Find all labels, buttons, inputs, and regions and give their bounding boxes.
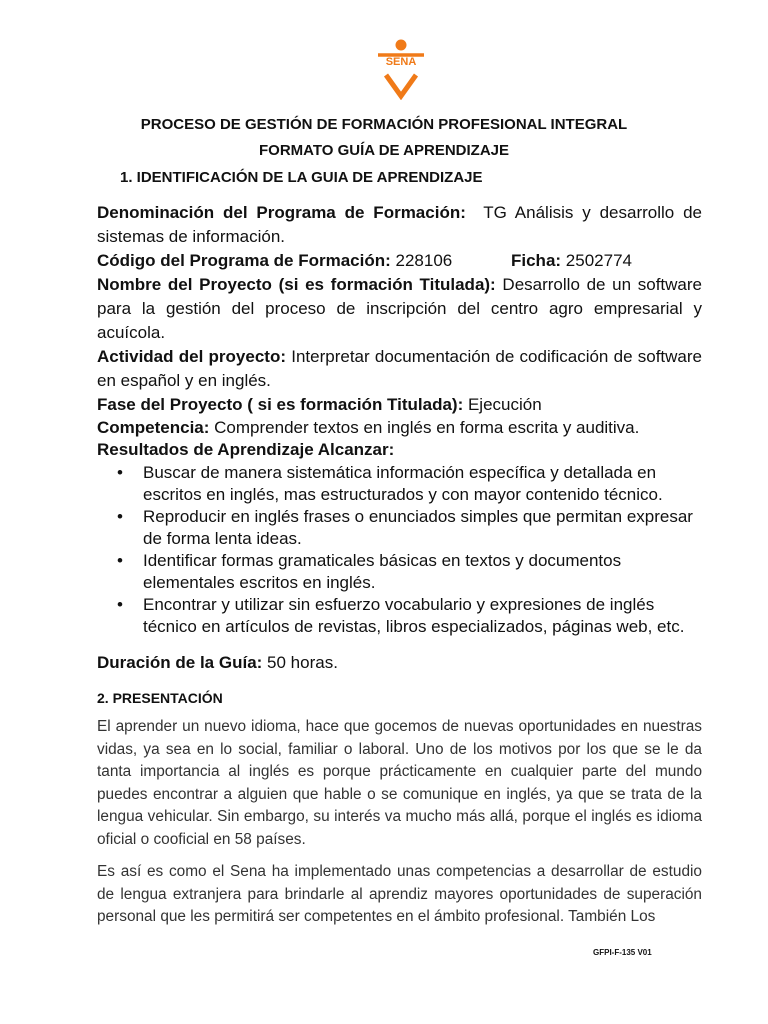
fase-value: Ejecución [467,395,542,414]
ficha-value: 2502774 [565,251,632,270]
competencia-value: Comprender textos en inglés en forma escrita y auditiva. [214,418,640,437]
resultados-label: Resultados de Aprendizaje Alcanzar: [97,440,395,459]
list-item: • Identificar formas gramaticales básicas en textos y documentos elementales escritos en inglés. [117,551,622,592]
ficha-group [511,249,632,273]
section1-title: 1. IDENTIFICACIÓN DE LA GUIA DE APRENDIZAJE [120,169,483,186]
duracion-row [97,651,702,675]
resultados-list [97,462,702,638]
competencia-label: Competencia: [97,418,210,437]
logo-text: SENA [385,56,417,68]
fase-row [97,393,702,417]
list-item: • Reproducir en inglés frases o enunciados simples que permitan expresar de forma lenta ideas. [117,507,693,548]
list-item: • Buscar de manera sistemática información específica y detallada en escritos en inglés, mas estructurados y con mayor contenido técnico. [117,463,663,504]
section2-title: 2. PRESENTACIÓN [97,690,223,706]
denominacion-row [97,201,702,249]
process-title: PROCESO DE GESTIÓN DE FORMACIÓN PROFESIONAL INTEGRAL [140,116,628,133]
proyecto-label: Nombre del Proyecto (si es formación Titulada): [97,275,496,294]
ficha-label: Ficha: [511,251,562,270]
form-code: GFPI-F-135 V01 [593,948,652,957]
sena-logo [370,38,432,100]
list-item: • Encontrar y utilizar sin esfuerzo vocabulario y expresiones de inglés técnico en artículos de revistas, libros especializados, páginas web, etc. [117,595,685,636]
format-title: FORMATO GUÍA DE APRENDIZAJE [258,142,509,159]
duracion-value: 50 horas. [267,653,338,672]
fase-label: Fase del Proyecto ( si es formación Titulada): [97,395,464,414]
actividad-row [97,345,702,393]
codigo-label: Código del Programa de Formación: [97,251,391,270]
proyecto-row [97,273,702,345]
bullet-icon: • [117,551,123,570]
codigo-row [97,249,702,273]
logo-head [396,40,407,51]
denominacion-label: Denominación del Programa de Formación: [97,203,466,222]
competencia-row [97,416,702,440]
actividad-value: Interpretar documentación de codificación de software en español y en inglés. [97,347,702,390]
proyecto-value: Desarrollo de un software para la gestión del proceso de inscripción del centro agro empresarial y acuícola. [97,275,702,342]
duracion-label: Duración de la Guía: [97,653,263,672]
resultados-block [97,438,702,638]
presentacion-paragraph-2: Es así es como el Sena ha implementado unas competencias a desarrollar de estudio de lengua extranjera para brindarle al aprendiz mayores oportunidades de superación personal que les permitirá ser competentes en el ámbito profesional. También Los [97,863,702,925]
bullet-icon: • [117,463,123,482]
actividad-label: Actividad del proyecto: [97,347,286,366]
codigo-value: 228106 [395,251,453,270]
logo-legs [386,75,416,96]
denominacion-value: TG Análisis y desarrollo de sistemas de información. [97,203,703,246]
bullet-icon: • [117,507,123,526]
presentacion-paragraph-1: El aprender un nuevo idioma, hace que gocemos de nuevas oportunidades en nuestras vidas, ya sea en lo social, familiar o laboral. Uno de los motivos por los que se le da tanta importancia al inglés es porque prácticamente en cualquier parte del mundo puedes encontrar a alguien que hable o se comunique en inglés, ya que se trata de la lengua vehicular. Sin embargo, su interés va mucho más allá, porque el inglés es idioma oficial o cooficial en 58 países. [97,718,702,848]
bullet-icon: • [117,595,123,614]
